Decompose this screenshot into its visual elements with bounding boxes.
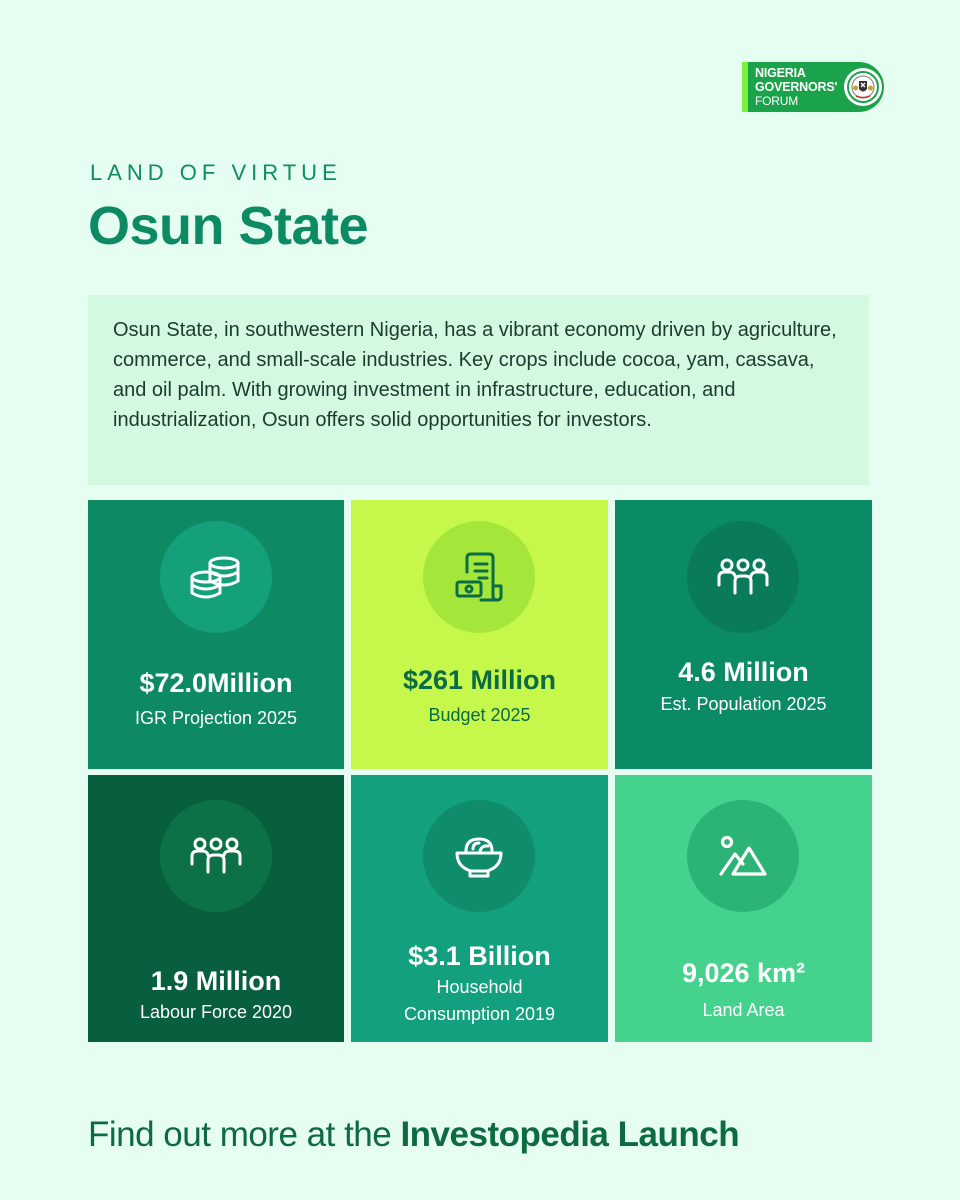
- stat-label-igr: IGR Projection 2025: [134, 708, 298, 728]
- stat-tile-labour-force: [88, 775, 344, 1042]
- people-group-icon: [687, 521, 799, 633]
- stat-value-igr: $72.0Million: [139, 668, 293, 698]
- stat-value-land-area: 9,026 km²: [681, 958, 806, 988]
- stat-tile-igr: [88, 500, 344, 769]
- coins-icon: [160, 521, 272, 633]
- stat-label-labour-force: Labour Force 2020: [139, 1002, 293, 1022]
- stat-label-land-area: Land Area: [702, 1000, 785, 1020]
- logo-line-3: FORUM: [755, 94, 798, 108]
- stat-label-budget: Budget 2025: [428, 705, 531, 725]
- stat-label-household-consumption: Household Consumption 2019: [403, 977, 556, 1024]
- footer-prefix: Find out more at the: [88, 1115, 401, 1154]
- budget-document-icon: [423, 521, 535, 633]
- stat-tile-land-area: [615, 775, 872, 1042]
- footer-highlight: Investopedia Launch: [400, 1115, 740, 1154]
- logo-text: [748, 66, 843, 108]
- state-slogan: LAND OF VIRTUE: [90, 160, 342, 185]
- stat-value-budget: $261 Million: [402, 665, 557, 695]
- people-group-icon: [160, 800, 272, 912]
- stat-value-household-consumption: $3.1 Billion: [408, 941, 551, 971]
- nigeria-governors-forum-logo: [742, 62, 884, 112]
- stat-tile-household-consumption: [351, 775, 608, 1042]
- coat-of-arms-icon: [844, 68, 882, 106]
- stat-label-population: Est. Population 2025: [660, 694, 827, 714]
- logo-line-2: GOVERNORS': [755, 80, 838, 94]
- footer-call-to-action: [88, 1115, 739, 1155]
- state-description: Osun State, in southwestern Nigeria, has a vibrant economy driven by agriculture, commerce, and small-scale industries. Key crops include cocoa, yam, cassava, and oil palm. With growing investment in infrastructure, education, and industrialization, Osun offers solid opportunities for investors.: [88, 295, 869, 485]
- landscape-icon: [687, 800, 799, 912]
- logo-line-1: NIGERIA: [755, 66, 806, 80]
- stat-tile-budget: [351, 500, 608, 769]
- stat-value-population: 4.6 Million: [678, 657, 809, 687]
- page-title: Osun State: [88, 196, 369, 256]
- stat-value-labour-force: 1.9 Million: [150, 966, 282, 996]
- stat-tile-population: [615, 500, 872, 769]
- food-bowl-icon: [423, 800, 535, 912]
